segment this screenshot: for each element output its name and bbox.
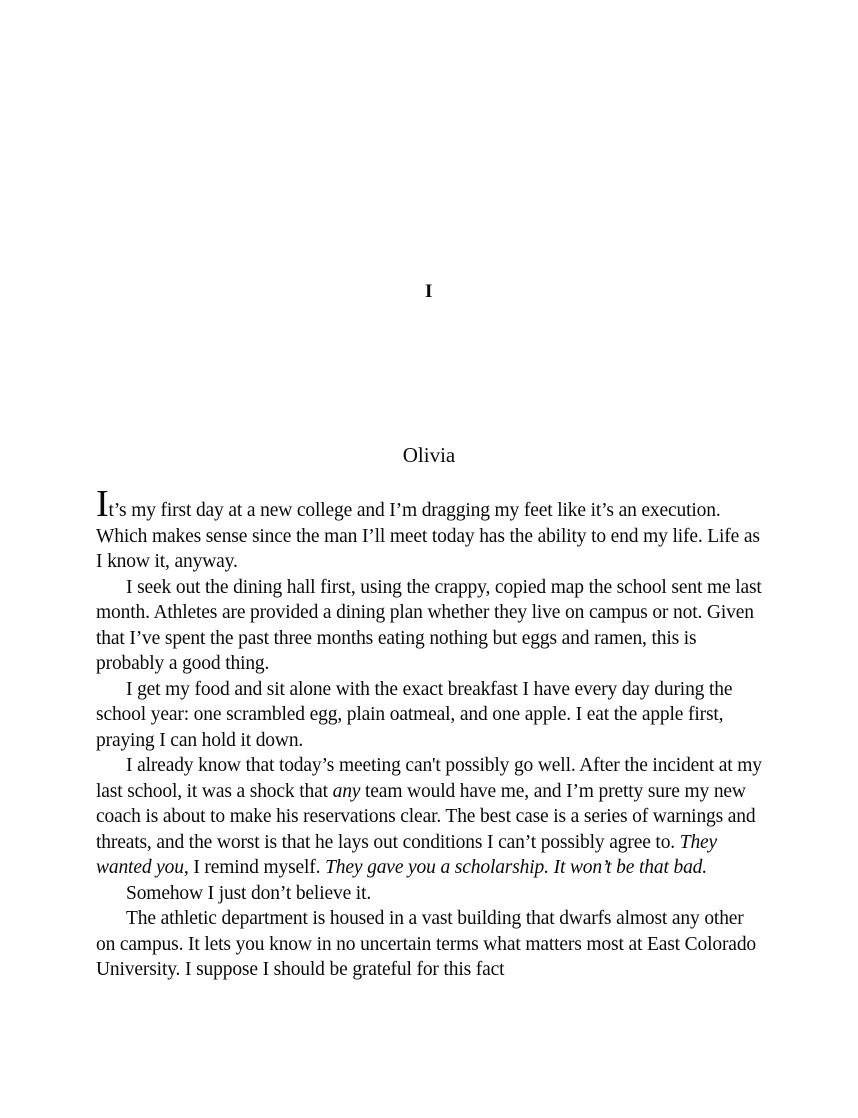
italic-run: They wanted you, <box>96 831 718 878</box>
text-run: The athletic department is housed in a vast building that dwarfs almost any other on campus. It lets you know in no uncertain terms what matters most at East Colorado University. I suppose I should be grateful for this fact <box>96 908 757 980</box>
text-run: I seek out the dining hall first, using the crappy, copied map the school sent me last month. Athletes are provided a dining plan whether they live on campus or not. Given that I’ve spent the past three months eating nothing but eggs and ramen, this is probably a good thing. <box>96 576 762 674</box>
paragraph <box>96 881 762 907</box>
italic-run: They gave you a scholarship. It won’t be that bad. <box>325 857 707 878</box>
paragraph <box>96 483 762 575</box>
paragraph <box>96 677 762 754</box>
text-run: I already know that today’s meeting can't possibly go well. After the incident at my last school, it was a shock that <box>96 755 762 802</box>
paragraph <box>96 753 762 881</box>
text-run: I get my food and sit alone with the exact breakfast I have every day during the school year: one scrambled egg, plain oatmeal, and one apple. I eat the apple first, praying I can hold it down. <box>96 678 733 751</box>
paragraph <box>96 575 762 677</box>
text-column <box>96 281 762 983</box>
text-run: I remind myself. <box>188 857 326 878</box>
italic-run: any <box>332 780 361 802</box>
body-text <box>96 483 762 983</box>
paragraph <box>96 906 762 983</box>
chapter-title: Olivia <box>402 443 456 467</box>
text-run: team would have me, and I’m pretty sure my new coach is about to make his reservations clear. The best case is a series of warnings and threats, and the worst is that he lays out conditions I can’t possibly agree to. <box>96 780 756 853</box>
text-run: Somehow I just don’t believe it. <box>126 882 372 904</box>
text-run: t’s my first day at a new college and I’m dragging my feet like it’s an execution. Which makes sense since the man I’ll meet today has the ability to end my life. Life as I know it, anyway. <box>96 500 760 572</box>
chapter-numeral: I <box>425 281 433 302</box>
drop-cap: I <box>96 483 109 525</box>
